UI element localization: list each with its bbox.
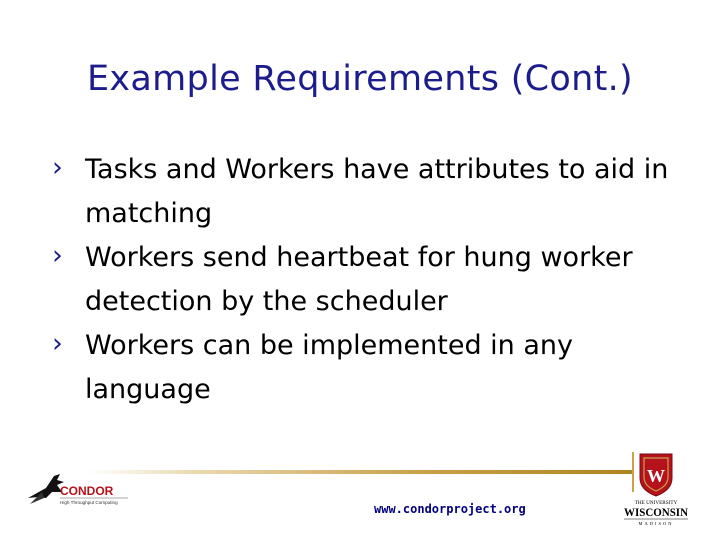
condor-logo-text: CONDOR <box>60 484 114 498</box>
condor-logo <box>24 468 132 508</box>
bullet-text: Tasks and Workers have attributes to aid in matching <box>85 154 669 229</box>
bullet-text: Workers can be implemented in any language <box>85 330 574 405</box>
bullet-arrow-icon: › <box>52 152 63 183</box>
website-url: www.condorproject.org <box>374 502 526 516</box>
uw-crest-logo <box>620 452 692 528</box>
bullet-item <box>52 236 692 324</box>
bullet-item <box>52 324 692 412</box>
bullet-arrow-icon: › <box>52 240 63 271</box>
uw-logo-line2: WISCONSIN <box>624 507 689 519</box>
slide-title: Example Requirements (Cont.) <box>86 59 633 99</box>
bullet-arrow-icon: › <box>52 328 63 359</box>
bullet-text: Workers send heartbeat for hung worker detection by the scheduler <box>85 242 633 317</box>
footer-divider <box>88 470 633 474</box>
bullet-list <box>52 148 692 412</box>
bullet-item <box>52 148 692 236</box>
condor-tagline: High Throughput Computing <box>60 500 118 505</box>
uw-logo-line1: THE UNIVERSITY <box>634 500 678 506</box>
uw-logo-line3: MADISON <box>638 521 674 526</box>
svg-text:W: W <box>647 466 665 486</box>
